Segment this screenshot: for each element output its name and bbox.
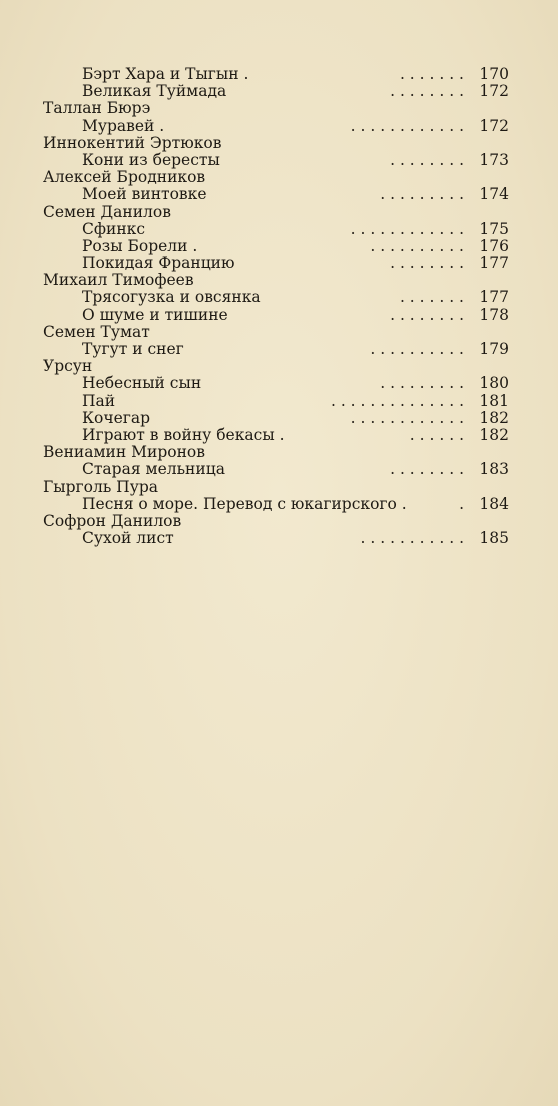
toc-page-number: 176 xyxy=(479,236,509,255)
toc-page-number: 170 xyxy=(479,65,509,83)
toc-page-number: 173 xyxy=(479,150,509,169)
toc-author: Семен Тумат xyxy=(43,322,150,341)
toc-entry xyxy=(43,152,509,169)
toc-page-number: 179 xyxy=(479,340,509,358)
table-of-contents xyxy=(43,66,509,547)
toc-entry-title: Сухой лист xyxy=(82,529,174,548)
dot-leader: . . . . . . . . . xyxy=(380,374,464,393)
toc-entry-title: Сфинкс xyxy=(82,219,146,238)
toc-author: Алексей Бродников xyxy=(43,168,206,187)
toc-page-number: 178 xyxy=(479,305,509,324)
toc-author: Иннокентий Эртюков xyxy=(43,133,222,152)
toc-page-number: 180 xyxy=(479,374,509,393)
toc-page-number: 184 xyxy=(479,494,509,513)
toc-page-number: 185 xyxy=(479,529,509,548)
toc-entry-title: Покидая Францию xyxy=(82,254,235,273)
toc-entry-title: Тугут и снег xyxy=(82,340,184,358)
toc-entry-title: Моей винтовке xyxy=(82,185,207,204)
toc-author: Семен Данилов xyxy=(43,202,171,221)
toc-entry xyxy=(43,289,509,306)
toc-entry xyxy=(43,66,509,83)
dot-leader: . . . . . . . xyxy=(399,65,464,83)
toc-author: Таллан Бюрэ xyxy=(43,99,151,118)
toc-entry xyxy=(43,238,509,255)
toc-entry xyxy=(43,410,509,427)
toc-author: Вениамин Миронов xyxy=(43,443,205,462)
dot-leader: . . . . . . . . . . . . xyxy=(350,408,464,427)
toc-page-number: 182 xyxy=(479,425,509,444)
toc-page-number: 177 xyxy=(479,254,509,273)
toc-author: Софрон Данилов xyxy=(43,511,182,530)
dot-leader: . . . . . . . . . . xyxy=(370,236,464,255)
toc-author: Гырголь Пура xyxy=(43,477,158,496)
toc-author: Михаил Тимофеев xyxy=(43,271,194,290)
toc-entry-title: Бэрт Хара и Тыгын . xyxy=(82,65,249,83)
toc-entry-title: Песня о море. Перевод с юкагирского . xyxy=(82,494,407,513)
toc-entry xyxy=(43,341,509,358)
dot-leader: . . . . . . . . xyxy=(390,82,464,101)
toc-entry xyxy=(43,496,509,513)
toc-entry xyxy=(43,307,509,324)
toc-page-number: 182 xyxy=(479,408,509,427)
toc-page-number: 177 xyxy=(479,288,509,307)
toc-entry-title: Кони из бересты xyxy=(82,150,220,169)
toc-entry-title: Трясогузка и овсянка xyxy=(82,288,261,307)
toc-author: Урсун xyxy=(43,357,93,376)
toc-page-number: 172 xyxy=(479,116,509,135)
toc-entry-title: Великая Туймада xyxy=(82,82,227,101)
toc-entry xyxy=(43,221,509,238)
toc-entry-title: Кочегар xyxy=(82,408,151,427)
toc-entry xyxy=(43,530,509,547)
dot-leader: . . . . . . . xyxy=(399,288,464,307)
dot-leader: . . . . . . . . . . . . xyxy=(350,219,464,238)
dot-leader: . xyxy=(459,494,464,513)
toc-entry-title: О шуме и тишине xyxy=(82,305,228,324)
dot-leader: . . . . . . . . xyxy=(390,305,464,324)
dot-leader: . . . . . . . . . xyxy=(380,185,464,204)
toc-entry xyxy=(43,393,509,410)
toc-entry-title: Розы Борели . xyxy=(82,236,198,255)
toc-entry-title: Муравей . xyxy=(82,116,165,135)
dot-leader: . . . . . . . . xyxy=(390,150,464,169)
toc-entry xyxy=(43,186,509,203)
toc-page-number: 183 xyxy=(479,460,509,479)
toc-entry-title: Играют в войну бекасы . xyxy=(82,425,285,444)
toc-entry-title: Старая мельница xyxy=(82,460,225,479)
dot-leader: . . . . . . . . . . . . . . xyxy=(330,391,464,410)
toc-entry xyxy=(43,427,509,444)
toc-page-number: 172 xyxy=(479,82,509,101)
toc-entry xyxy=(43,255,509,272)
toc-page-number: 174 xyxy=(479,185,509,204)
dot-leader: . . . . . . xyxy=(409,425,464,444)
toc-entry xyxy=(43,83,509,100)
dot-leader: . . . . . . . . xyxy=(390,254,464,273)
toc-entry xyxy=(43,375,509,392)
dot-leader: . . . . . . . . . . xyxy=(370,340,464,358)
dot-leader: . . . . . . . . xyxy=(390,460,464,479)
toc-page-number: 181 xyxy=(479,391,509,410)
toc-entry-title: Небесный сын xyxy=(82,374,202,393)
dot-leader: . . . . . . . . . . . . xyxy=(350,116,464,135)
dot-leader: . . . . . . . . . . . xyxy=(360,529,464,548)
toc-page-number: 175 xyxy=(479,219,509,238)
toc-entry xyxy=(43,461,509,478)
toc-entry xyxy=(43,118,509,135)
toc-entry-title: Пай xyxy=(82,391,116,410)
